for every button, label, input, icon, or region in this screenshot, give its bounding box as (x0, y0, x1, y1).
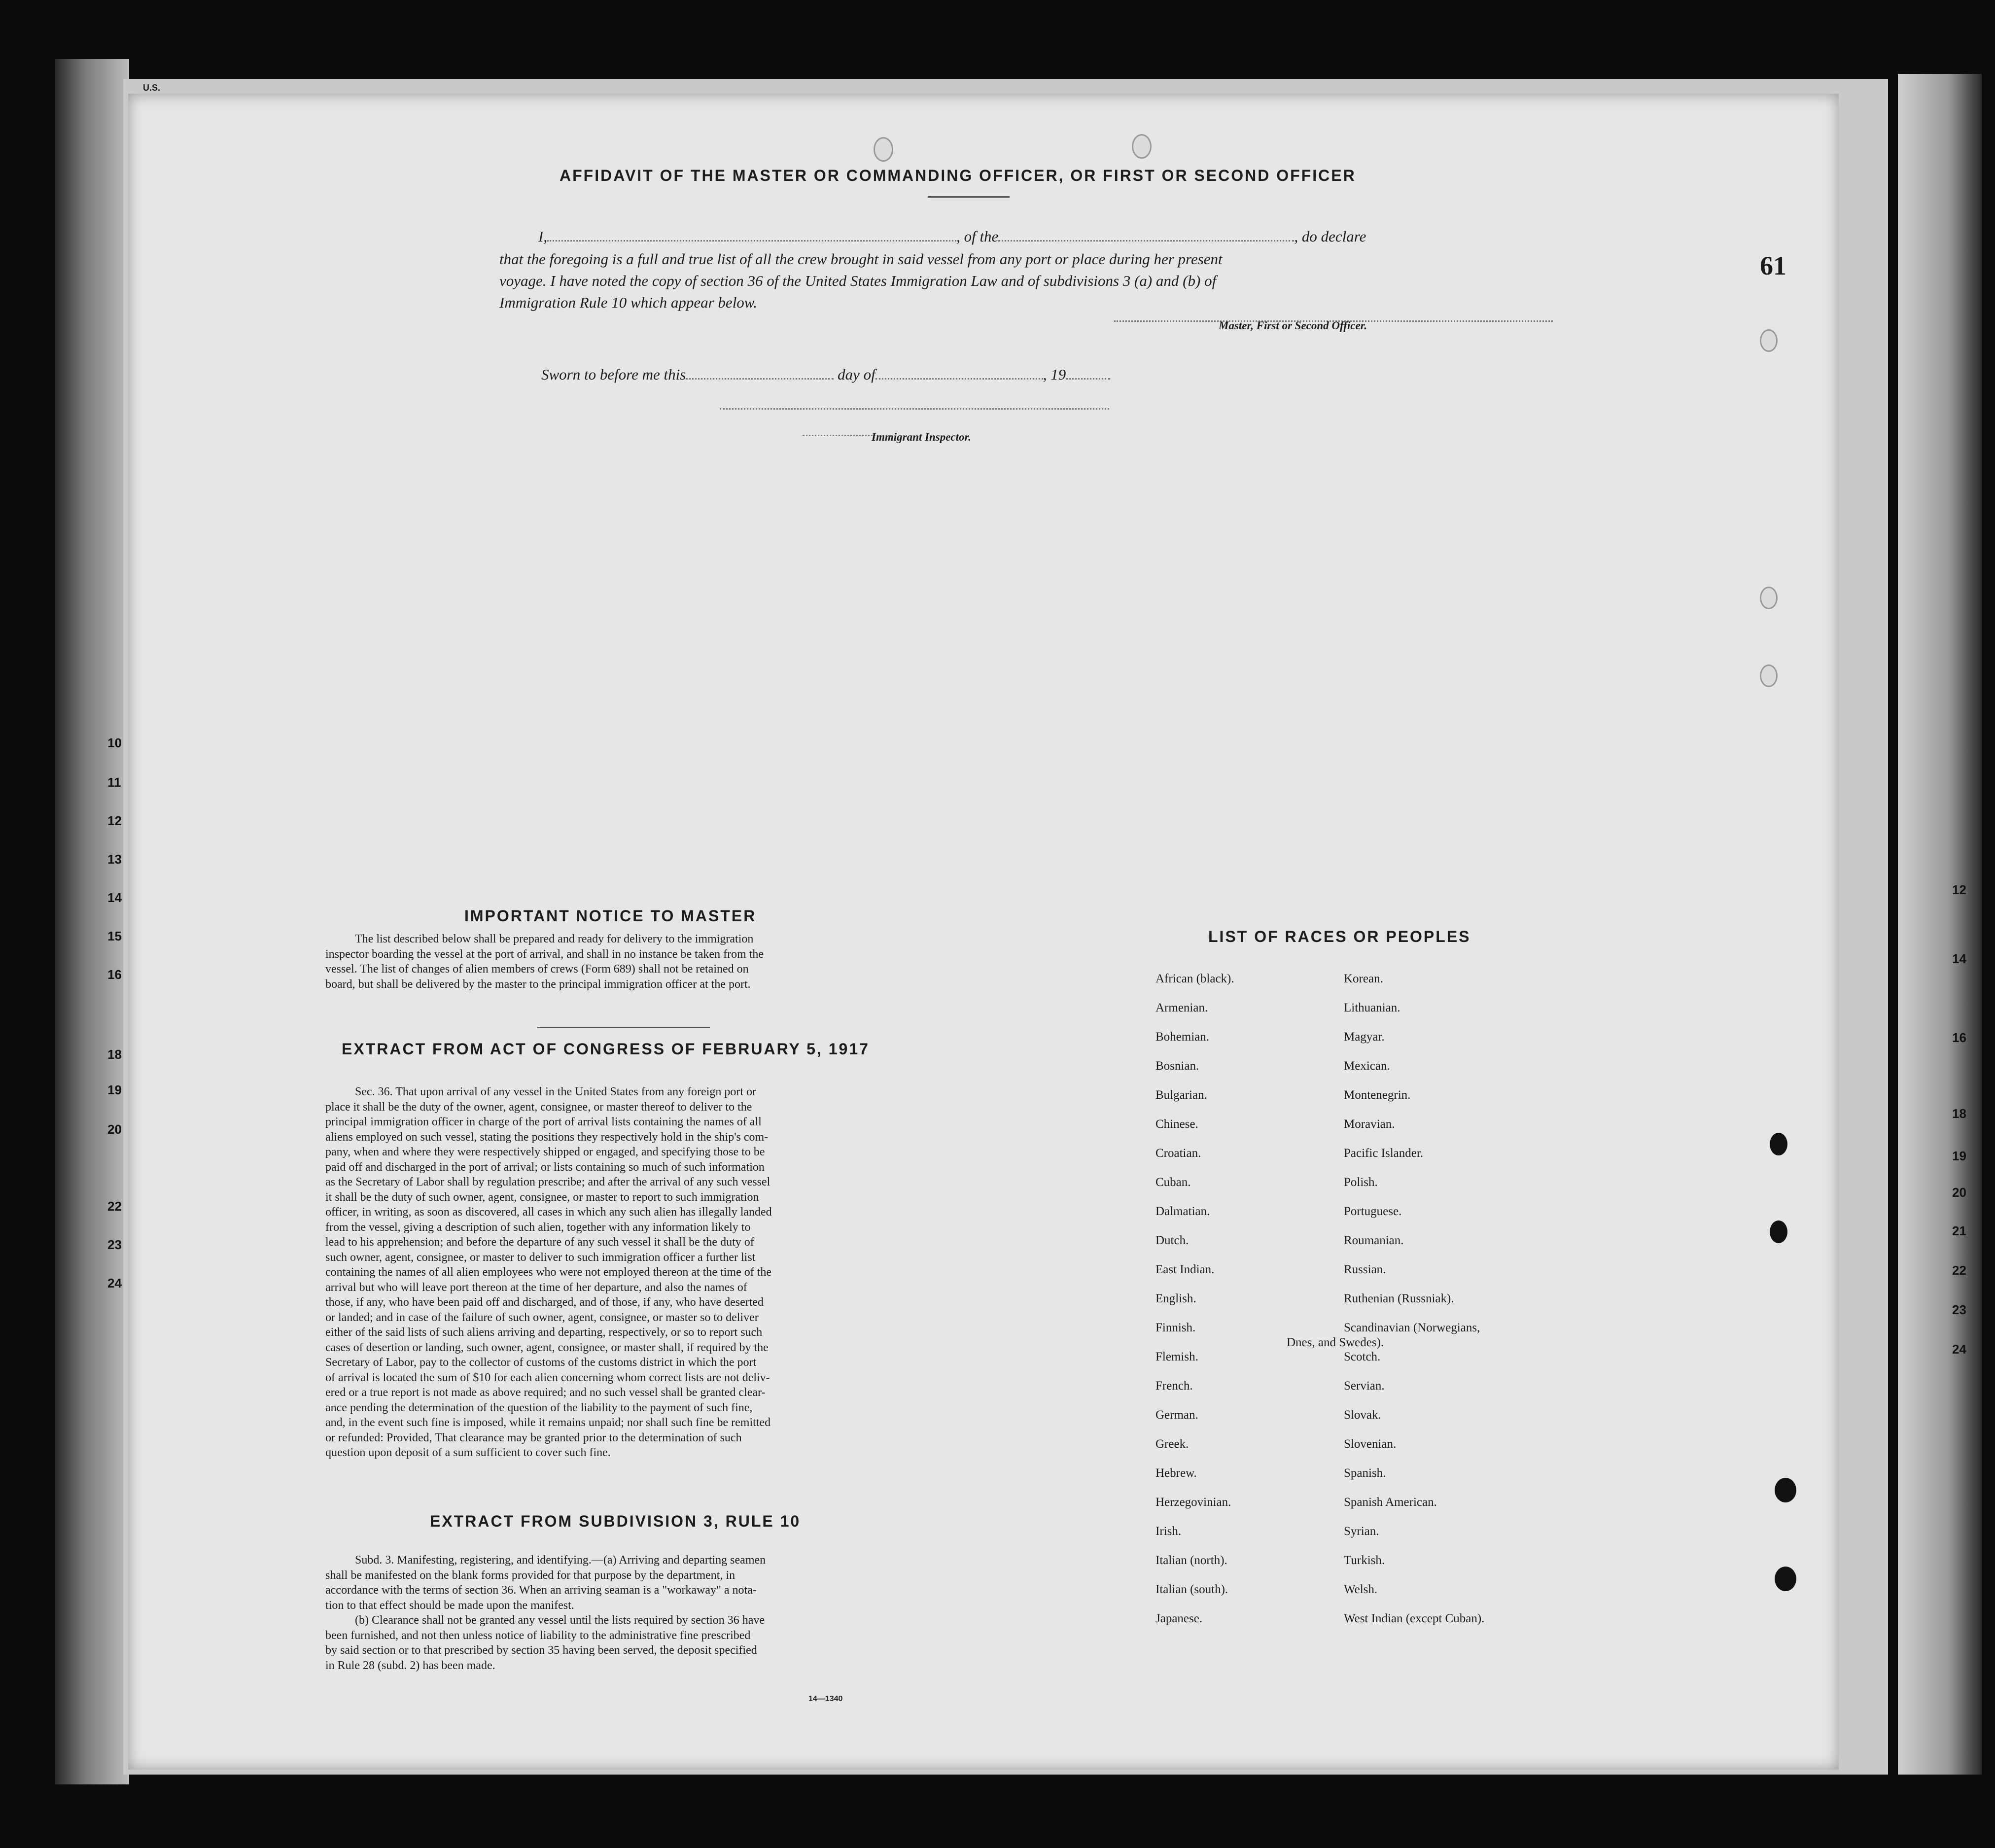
affidavit-line4: Immigration Rule 10 which appear below. (499, 294, 757, 311)
race-item: Italian (north). (1155, 1554, 1227, 1567)
master-caption: Master, First or Second Officer. (1219, 319, 1367, 332)
act-line: Sec. 36. That upon arrival of any vessel in the United States from any foreign port or (355, 1085, 757, 1098)
punch-hole (1770, 1220, 1787, 1243)
race-item: Mexican. (1344, 1059, 1390, 1073)
act-line: lead to his apprehension; and before the departure of any such vessel it shall be the duty of (325, 1236, 754, 1249)
form-number: 14—1340 (808, 1695, 843, 1703)
act-line: of arrival is located the sum of $10 for each alien concerning whom correct lists are not deliv- (325, 1371, 770, 1384)
act-line: such owner, agent, consignee, or master to deliver to such immigration officer a further list (325, 1251, 756, 1264)
race-item: Bohemian. (1155, 1030, 1210, 1044)
margin-number: 22 (1952, 1263, 1966, 1278)
race-item: German. (1155, 1408, 1198, 1422)
punch-hole (1760, 664, 1778, 687)
corner-mark: U.S. (143, 83, 161, 93)
race-item: Herzegovinian. (1155, 1496, 1231, 1509)
act-line: ered or a true report is not made as above required; and no such vessel shall be granted clear- (325, 1386, 766, 1399)
affidavit-i: I, (538, 228, 548, 245)
act-line: ance pending the determination of the question of the liability to the payment of such fine, (325, 1401, 753, 1414)
race-item: Russian. (1344, 1263, 1386, 1276)
race-item: English. (1155, 1292, 1196, 1305)
sworn-line (541, 366, 1110, 384)
race-item: Turkish. (1344, 1554, 1385, 1567)
punch-hole (1132, 134, 1152, 159)
race-item: French. (1155, 1379, 1193, 1393)
year-text: , 19 (1043, 366, 1066, 383)
race-item: Slovak. (1344, 1408, 1381, 1422)
race-item: Irish. (1155, 1525, 1182, 1538)
right-page-edge (1898, 74, 1982, 1775)
race-item: Welsh. (1344, 1583, 1378, 1596)
race-item: Syrian. (1344, 1525, 1379, 1538)
race-item: Italian (south). (1155, 1583, 1228, 1596)
rule-line: by said section or to that prescribed by section 35 having been served, the deposit specified (325, 1644, 757, 1657)
margin-number: 13 (107, 852, 122, 867)
race-item: Magyar. (1344, 1030, 1385, 1044)
margin-number: 12 (1952, 882, 1966, 897)
act-line: or refunded: Provided, That clearance may be granted prior to the determination of such (325, 1431, 742, 1444)
day-of-text: day of (838, 366, 875, 383)
vessel-field[interactable] (998, 240, 1294, 242)
margin-number: 16 (1952, 1030, 1966, 1045)
affidavit-do-declare: , do declare (1294, 228, 1366, 245)
act-line: or landed; and in case of the failure of such owner, agent, consignee, or master so to deliver (325, 1311, 759, 1324)
act-line: it shall be the duty of such owner, agent, consignee, or master to report to such immigration (325, 1190, 759, 1204)
race-item: Finnish. (1155, 1321, 1196, 1334)
margin-number: 10 (107, 735, 122, 750)
act-line: either of the said lists of such aliens arriving and departing, respectively, or so to report such (325, 1326, 763, 1339)
rule-title: EXTRACT FROM SUBDIVISION 3, RULE 10 (430, 1512, 801, 1530)
race-item: Spanish. (1344, 1466, 1386, 1480)
punch-hole (1760, 329, 1778, 352)
margin-number: 20 (107, 1122, 122, 1137)
act-line: place it shall be the duty of the owner, agent, consignee, or master thereof to deliver to the (325, 1100, 752, 1114)
race-item: Ruthenian (Russniak). (1344, 1292, 1454, 1305)
race-item: Chinese. (1155, 1117, 1198, 1131)
punch-hole (1760, 587, 1778, 609)
race-item: Lithuanian. (1344, 1001, 1400, 1014)
affidavit-of-the: , of the (956, 228, 999, 245)
margin-number: 16 (107, 967, 122, 982)
race-item: Dutch. (1155, 1234, 1189, 1247)
race-item: Slovenian. (1344, 1437, 1397, 1451)
race-item: Dalmatian. (1155, 1205, 1210, 1218)
margin-number: 11 (107, 775, 121, 790)
race-item: Scandinavian (Norwegians, (1344, 1321, 1480, 1334)
month-field[interactable] (875, 378, 1043, 380)
race-item: Armenian. (1155, 1001, 1208, 1014)
act-line: aliens employed on such vessel, stating the positions they respectively hold in the ship's com- (325, 1130, 769, 1144)
margin-number: 19 (107, 1082, 122, 1097)
race-item: Servian. (1344, 1379, 1385, 1393)
sworn-to-text: Sworn to before me this (541, 366, 686, 383)
document-page (128, 94, 1839, 1770)
race-item: Hebrew. (1155, 1466, 1197, 1480)
race-item: Roumanian. (1344, 1234, 1404, 1247)
rule-text (325, 1553, 892, 1673)
margin-number: 22 (107, 1199, 122, 1214)
margin-number: 18 (107, 1047, 122, 1062)
page-number: 61 (1760, 251, 1786, 280)
margin-number: 24 (1952, 1342, 1966, 1357)
rule-line: been furnished, and not then unless notice of liability to the administrative fine prescribed (325, 1629, 751, 1642)
act-line: and, in the event such fine is imposed, while it remains unpaid; nor shall such fine be remitted (325, 1416, 771, 1429)
year-field[interactable] (1066, 378, 1110, 380)
race-item: Korean. (1344, 972, 1383, 985)
race-item: Moravian. (1344, 1117, 1395, 1131)
races-title: LIST OF RACES OR PEOPLES (1208, 928, 1471, 945)
punch-hole (874, 137, 893, 162)
name-field[interactable] (547, 240, 956, 242)
race-item: Bosnian. (1155, 1059, 1199, 1073)
act-line: paid off and discharged in the port of arrival; or lists containing so much of such information (325, 1160, 765, 1174)
day-field[interactable] (686, 378, 834, 380)
margin-number: 19 (1952, 1149, 1966, 1163)
race-item: Greek. (1155, 1437, 1189, 1451)
race-item: Pacific Islander. (1344, 1147, 1424, 1160)
race-item: Scotch. (1344, 1350, 1381, 1363)
margin-number: 23 (107, 1237, 122, 1252)
inspector-signature-line[interactable] (720, 403, 1109, 412)
rule-line: in Rule 28 (subd. 2) has been made. (325, 1659, 495, 1672)
rule-line: (b) Clearance shall not be granted any vessel until the lists required by section 36 have (355, 1614, 765, 1627)
margin-number: 24 (107, 1276, 122, 1290)
title-rule (928, 196, 1010, 198)
notice-line: vessel. The list of changes of alien members of crews (Form 689) shall not be retained on (325, 963, 749, 976)
notice-title: IMPORTANT NOTICE TO MASTER (464, 907, 757, 925)
race-item: Dnes, and Swedes). (1287, 1336, 1384, 1349)
race-item: Bulgarian. (1155, 1088, 1207, 1102)
race-item: Montenegrin. (1344, 1088, 1411, 1102)
race-item: Flemish. (1155, 1350, 1198, 1363)
affidavit-line3: voyage. I have noted the copy of section 36 of the United States Immigration Law and of subdivisions 3 (a) and (b) of (499, 272, 1217, 289)
rule-line: Subd. 3. Manifesting, registering, and identifying.—(a) Arriving and departing seamen (355, 1554, 766, 1567)
margin-number: 18 (1952, 1106, 1966, 1121)
margin-number: 14 (107, 890, 122, 905)
inspector-caption: Immigrant Inspector. (872, 431, 971, 443)
punch-hole (1775, 1567, 1796, 1591)
race-item: African (black). (1155, 972, 1234, 985)
act-line: containing the names of all alien employees who were not employed thereon at the time of the (325, 1266, 772, 1279)
notice-line: board, but shall be delivered by the master to the principal immigration officer at the port. (325, 977, 751, 991)
margin-number: 23 (1952, 1302, 1966, 1317)
notice-text (325, 932, 892, 992)
act-line: question upon deposit of a sum sufficient to cover such fine. (325, 1446, 611, 1459)
left-page-edge (55, 59, 129, 1784)
race-item: Japanese. (1155, 1612, 1203, 1625)
race-item: Croatian. (1155, 1147, 1201, 1160)
rule-line: tion to that effect should be made upon the manifest. (325, 1599, 574, 1612)
race-item: West Indian (except Cuban). (1344, 1612, 1485, 1625)
act-line: those, if any, who have been paid off and discharged, and of those, if any, who have deserted (325, 1296, 764, 1309)
act-text (325, 1084, 892, 1461)
affidavit-line2: that the foregoing is a full and true list of all the crew brought in said vessel from any port or place during her present (499, 250, 1223, 268)
notice-line: The list described below shall be prepared and ready for delivery to the immigration (355, 933, 754, 945)
race-item: Cuban. (1155, 1176, 1191, 1189)
race-item: Portuguese. (1344, 1205, 1402, 1218)
notice-line: inspector boarding the vessel at the port of arrival, and shall in no instance be taken from the (325, 947, 764, 961)
act-line: arrival but who will leave port thereon at the time of her departure, and also the names of (325, 1281, 747, 1294)
rule-line: shall be manifested on the blank forms provided for that purpose by the department, in (325, 1569, 735, 1582)
act-line: pany, when and where they were respectively shipped or engaged, and specifying those to be (325, 1146, 765, 1158)
rule-line: accordance with the terms of section 36. When an arriving seaman is a "workaway" a nota- (325, 1584, 757, 1597)
race-item: East Indian. (1155, 1263, 1215, 1276)
margin-number: 21 (1952, 1223, 1966, 1238)
act-line: from the vessel, giving a description of such alien, together with any information likely to (325, 1220, 751, 1234)
act-line: as the Secretary of Labor shall by regulation prescribe; and after the arrival of any such vessel (325, 1176, 770, 1188)
race-item: Spanish American. (1344, 1496, 1437, 1509)
race-item: Polish. (1344, 1176, 1378, 1189)
act-line: officer, in writing, as soon as discovered, all cases in which any such alien has illegally landed (325, 1206, 772, 1219)
margin-number: 14 (1952, 951, 1966, 966)
margin-number: 20 (1952, 1185, 1966, 1200)
notice-rule (537, 1027, 710, 1028)
margin-number: 15 (107, 929, 122, 943)
punch-hole (1775, 1478, 1796, 1502)
affidavit-title: AFFIDAVIT OF THE MASTER OR COMMANDING OFFICER, OR FIRST OR SECOND OFFICER (560, 167, 1356, 184)
punch-hole (1770, 1133, 1787, 1155)
act-line: cases of desertion or landing, such owner, agent, consignee, or master shall, if required by the (325, 1341, 769, 1354)
act-line: Secretary of Labor, pay to the collector of customs of the customs district in which the port (325, 1356, 757, 1369)
act-line: principal immigration officer in charge of the port of arrival lists containing the names of all (325, 1116, 762, 1128)
act-title: EXTRACT FROM ACT OF CONGRESS OF FEBRUARY 5, 1917 (342, 1040, 870, 1058)
margin-number: 12 (107, 813, 122, 828)
affidavit-line1 (538, 228, 1470, 245)
